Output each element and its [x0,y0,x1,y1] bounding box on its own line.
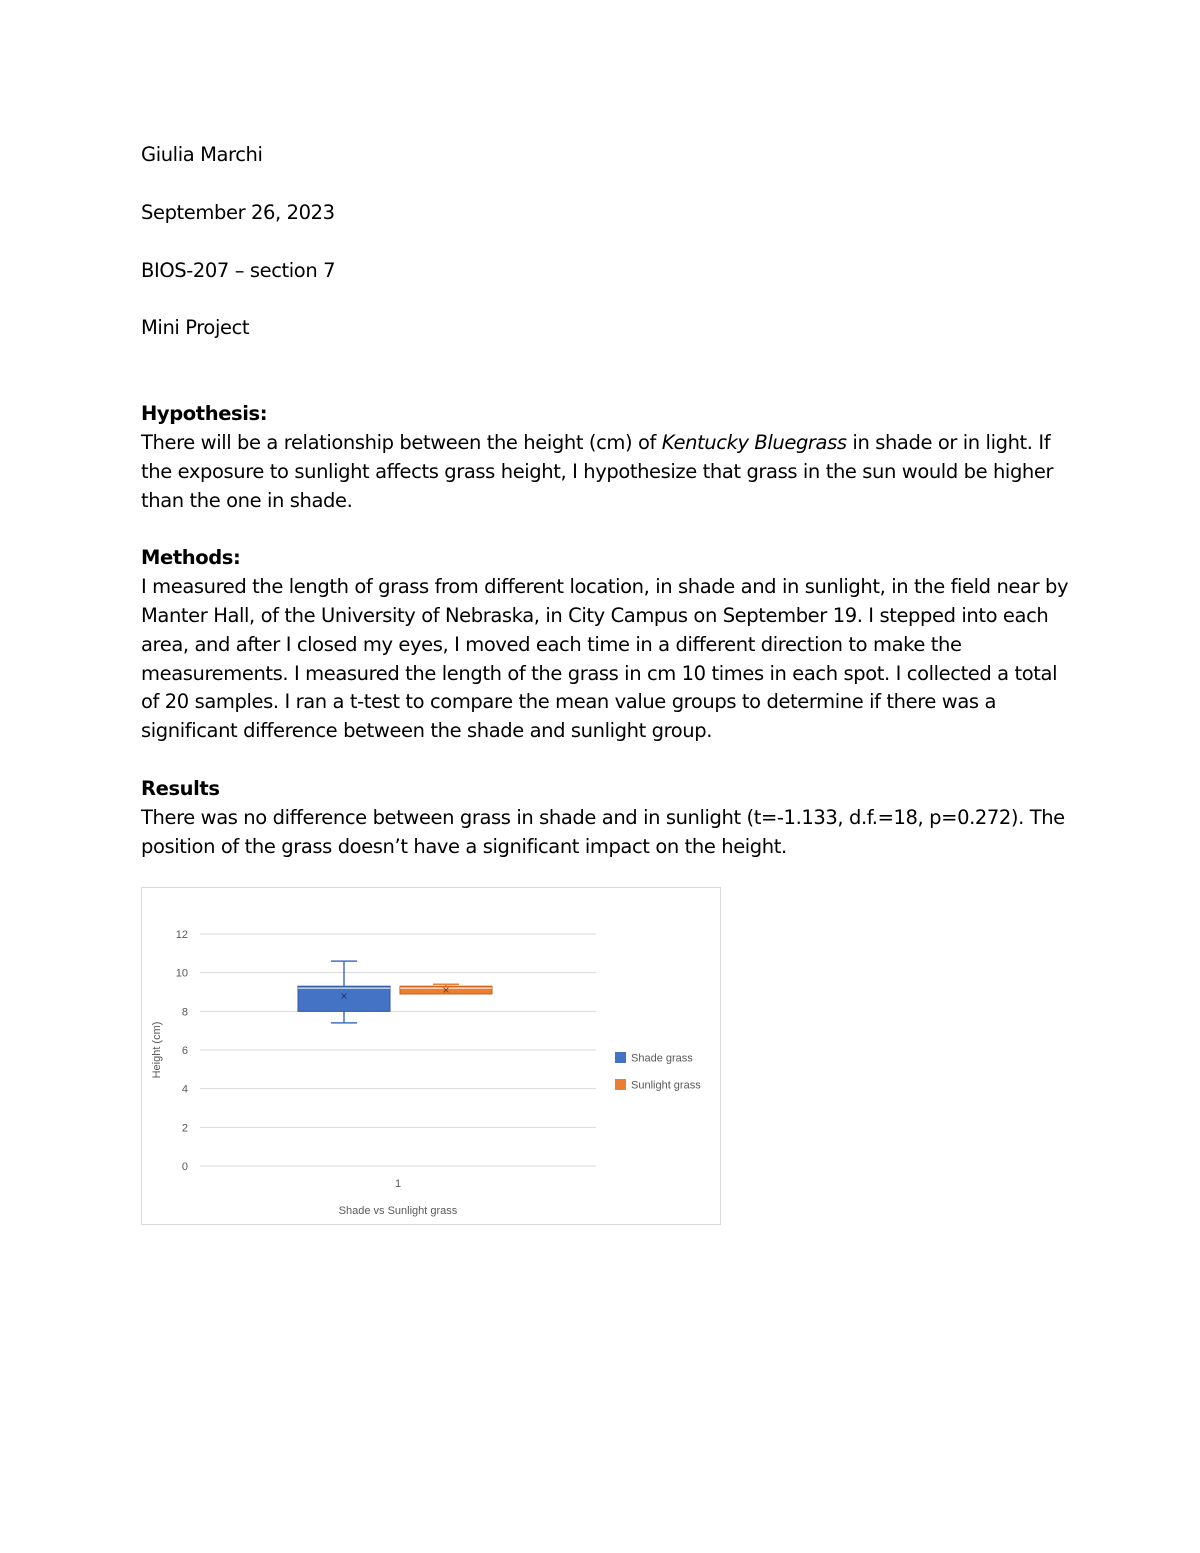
species-name: Kentucky Bluegrass [661,430,847,454]
y-tick-label: 4 [181,1083,188,1096]
y-tick-label: 0 [181,1161,188,1173]
hypothesis-text-start: There will be a relationship between the height (cm) of [141,430,662,454]
mean-marker: × [340,988,348,1003]
gridlines [200,934,596,1166]
report-date: September 26, 2023 [141,200,335,224]
hypothesis-text-end: in shade or in light. If the exposure to sunlight affects grass height, I hypothesize that grass in the sun would be higher than the one in shade. [141,430,1054,512]
legend [615,1052,701,1092]
results-heading: Results [141,776,220,800]
y-tick-labels [176,929,188,1173]
chart-svg [142,888,722,1226]
hypothesis-heading: Hypothesis: [141,402,268,426]
y-axis-title: Height (cm) [151,1021,163,1079]
legend-label-sunlight: Sunlight grass [631,1079,701,1092]
x-axis-title: Shade vs Sunlight grass [338,1205,458,1217]
mean-marker: × [442,983,450,998]
box-plot-chart [141,887,721,1225]
box-sunlight [400,983,492,997]
y-tick-label: 2 [181,1122,188,1135]
x-tick-label: 1 [394,1178,402,1190]
methods-text: I measured the length of grass from different location, in shade and in sunlight, in the field near by Manter Hall, of the University of Nebraska, in City Campus on September 19. I stepped into each area, and after I closed my eyes, I moved each time in a different direction to make the measurements. I measured the length of the grass in cm 10 times in each spot. I collected a total of 20 samples. I ran a t-test to compare the mean value groups to determine if there was a significant difference between the shade and sunlight group. [141,575,1069,743]
y-tick-label: 6 [181,1045,188,1057]
methods-heading: Methods: [141,546,241,570]
results-text: There was no difference between grass in shade and in sunlight (t=-1.133, d.f.=18, p=0.272). The position of the grass doesn’t have a significant impact on the height. [141,805,1065,858]
legend-swatch-sunlight [615,1079,626,1090]
box-series [298,961,492,1023]
box-shade [298,961,390,1023]
hypothesis-text [141,429,1071,515]
author-name: Giulia Marchi [141,143,263,166]
course-section: BIOS-207 – section 7 [141,258,336,282]
legend-label-shade: Shade grass [631,1052,693,1065]
y-tick-label: 10 [175,967,188,980]
y-tick-label: 12 [175,929,188,941]
document-body [141,141,1071,861]
legend-swatch-shade [615,1052,626,1063]
y-tick-label: 8 [181,1006,188,1019]
assignment-title: Mini Project [141,316,250,340]
